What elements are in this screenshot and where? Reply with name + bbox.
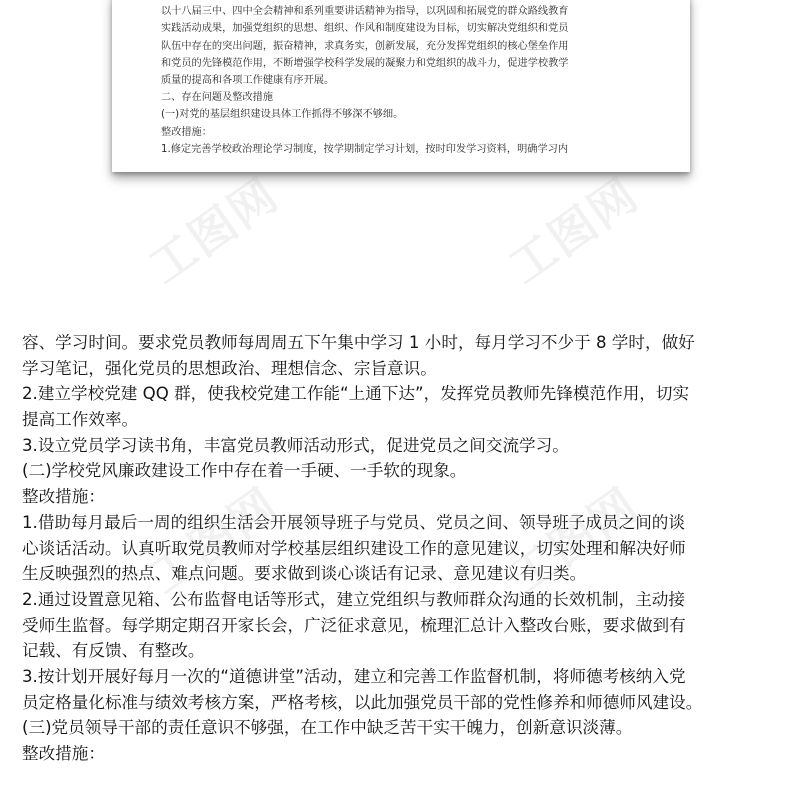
body-line: 心谈话活动。认真听取党员教师对学校基层组织建设工作的意见建议，切实处理和解决好师 — [22, 538, 686, 558]
preview-line: 实践活动成果，加强党组织的思想、组织、作风和制度建设为目标，切实解决党组织和党员 — [161, 23, 569, 35]
preview-line: 队伍中存在的突出问题，振奋精神，求真务实，创新发展，充分发挥党组织的核心堡垒作用 — [161, 40, 569, 52]
body-line: 受师生监督。每学期定期召开家长会，广泛征求意见，梳理汇总计入整改台账，要求做到有 — [22, 615, 686, 635]
preview-line: 1.修定完善学校政治理论学习制度，按学期制定学习计划，按时印发学习资料，明确学习内 — [161, 143, 569, 155]
body-line: 记载、有反馈、有整改。 — [22, 641, 205, 661]
body-line: 整改措施： — [22, 744, 105, 763]
body-line: 容、学习时间。要求党员教师每周周五下午集中学习 1 小时，每月学习不少于 8 学时，做好 — [22, 333, 695, 352]
preview-line: 整改措施： — [161, 126, 212, 138]
preview-line: (一)对党的基层组织建设具体工作抓得不够深不够细。 — [161, 109, 404, 121]
watermark: 工图网 — [499, 477, 649, 604]
document-preview-card — [112, 0, 690, 172]
body-line: 生反映强烈的热点、难点问题。要求做到谈心谈话有记录、意见建议有归类。 — [22, 564, 587, 584]
body-line: (三)党员领导干部的责任意识不够强，在工作中缺乏苦干实干魄力，创新意识淡薄。 — [22, 718, 633, 738]
preview-line: 二、存在问题及整改措施 — [161, 92, 274, 104]
preview-line: 和党员的先锋模范作用，不断增强学校科学发展的凝聚力和党组织的战斗力，促进学校教学 — [161, 57, 569, 69]
preview-area — [0, 0, 800, 300]
body-line: 提高工作效率。 — [22, 410, 139, 430]
watermark: 工图网 — [139, 477, 289, 604]
body-line: (二)学校党风廉政建设工作中存在着一手硬、一手软的现象。 — [22, 461, 467, 481]
body-line: 3.设立党员学习读书角，丰富党员教师活动形式，促进党员之间交流学习。 — [22, 435, 569, 455]
document-body — [22, 330, 782, 767]
body-line: 2.建立学校党建 QQ 群，使我校党建工作能“上通下达”，发挥党员教师先锋模范作用，切实 — [22, 384, 690, 404]
body-line: 学习笔记，强化党员的思想政治、理想信念、宗旨意识。 — [22, 358, 437, 378]
body-line: 2.通过设置意见箱、公布监督电话等形式，建立党组织与教师群众沟通的长效机制，主动接 — [22, 589, 685, 609]
preview-line: 以十八届三中、四中全会精神和系列重要讲话精神为指导，以巩固和拓展党的群众路线教育 — [161, 6, 569, 18]
preview-card-text — [161, 0, 661, 158]
body-line: 1.借助每月最后一周的组织生活会开展领导班子与党员、党员之间、领导班子成员之间的谈 — [22, 512, 685, 532]
body-line: 整改措施： — [22, 487, 105, 507]
preview-line: 质量的提高和各项工作健康有序开展。 — [161, 74, 335, 86]
body-line: 3.按计划开展好每月一次的“道德讲堂”活动，建立和完善工作监督机制，将师德考核纳入党 — [22, 666, 686, 686]
body-line: 员定格量化标准与绩效考核方案，严格考核，以此加强党员干部的党性修养和师德师风建设。 — [22, 692, 703, 712]
